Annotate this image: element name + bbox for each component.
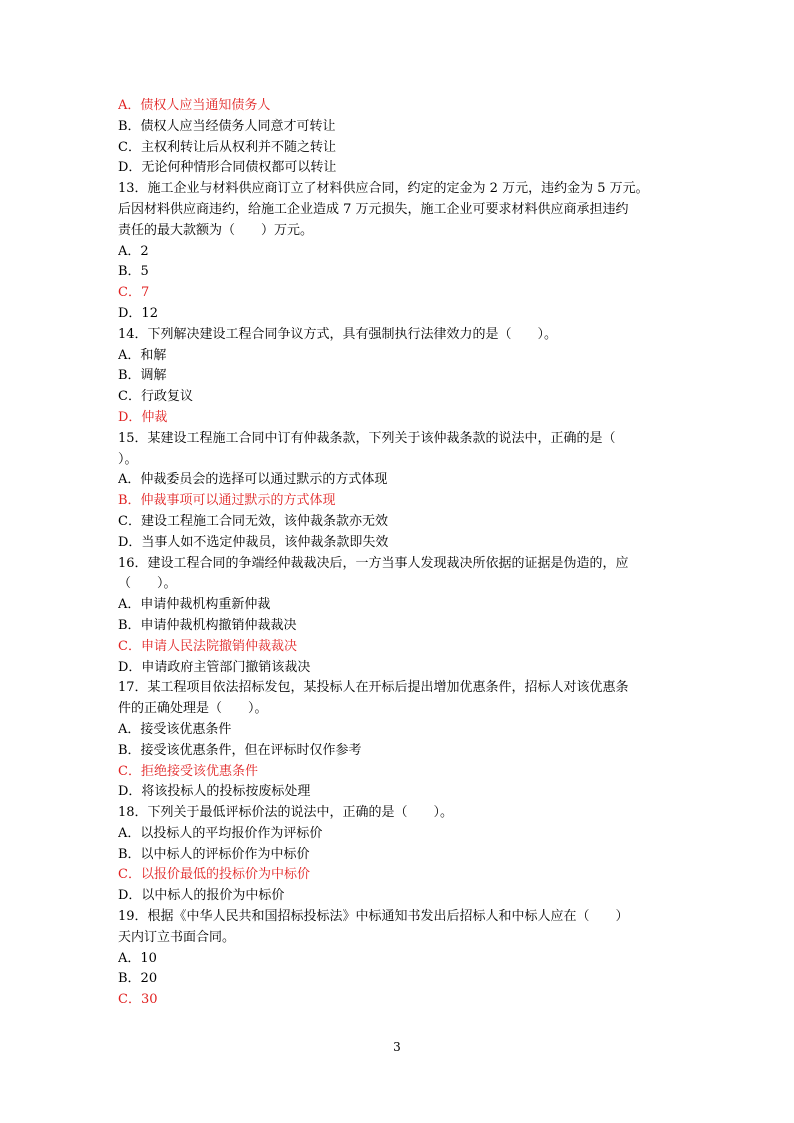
option: D．以中标人的报价为中标价 bbox=[118, 888, 285, 904]
option-answer: C．30 bbox=[118, 992, 158, 1008]
question-15-cont: ）。 bbox=[118, 451, 138, 467]
option: C．行政复议 bbox=[118, 389, 193, 405]
question-15: 15．某建设工程施工合同中订有仲裁条款，下列关于该仲裁条款的说法中，正确的是（ bbox=[118, 430, 616, 446]
option: B．接受该优惠条件，但在评标时仅作参考 bbox=[118, 742, 362, 758]
option: B．申请仲裁机构撤销仲裁裁决 bbox=[118, 617, 297, 633]
option: A．以投标人的平均报价作为评标价 bbox=[118, 825, 323, 841]
option-answer: C．7 bbox=[118, 285, 150, 301]
option: A．申请仲裁机构重新仲裁 bbox=[118, 597, 271, 613]
option-answer: C．以报价最低的投标价为中标价 bbox=[118, 867, 310, 883]
option: A．接受该优惠条件 bbox=[118, 721, 232, 737]
question-13-cont: 后因材料供应商违约，给施工企业造成 7 万元损失，施工企业可要求材料供应商承担违约 bbox=[118, 201, 629, 217]
option-answer: C．申请人民法院撤销仲裁裁决 bbox=[118, 638, 297, 654]
question-19: 19．根据《中华人民共和国招标投标法》中标通知书发出后招标人和中标人应在（ ） bbox=[118, 909, 629, 925]
question-14: 14．下列解决建设工程合同争议方式，具有强制执行法律效力的是（ ）。 bbox=[118, 326, 558, 342]
question-19-cont: 天内订立书面合同。 bbox=[118, 929, 236, 945]
option: C．主权利转让后从权利并不随之转让 bbox=[118, 139, 336, 155]
question-17: 17．某工程项目依法招标发包，某投标人在开标后提出增加优惠条件，招标人对该优惠条 bbox=[118, 680, 629, 696]
option: B．债权人应当经债务人同意才可转让 bbox=[118, 118, 336, 134]
option: D．将该投标人的投标按废标处理 bbox=[118, 784, 311, 800]
option-answer: A．债权人应当通知债务人 bbox=[118, 98, 271, 113]
option: D．无论何种情形合同债权都可以转让 bbox=[118, 160, 337, 176]
option: B．调解 bbox=[118, 368, 167, 384]
question-17-cont: 件的正确处理是（ ）。 bbox=[118, 701, 268, 717]
option: B．20 bbox=[118, 971, 158, 987]
option: D．12 bbox=[118, 305, 158, 321]
option: A．2 bbox=[118, 243, 149, 259]
option: A．和解 bbox=[118, 347, 167, 363]
question-13: 13．施工企业与材料供应商订立了材料供应合同，约定的定金为 2 万元，违约金为 5 万元。 bbox=[118, 181, 649, 197]
option: A．10 bbox=[118, 950, 157, 966]
option-answer: D．仲裁 bbox=[118, 409, 168, 425]
question-18: 18．下列关于最低评标价法的说法中，正确的是（ ）。 bbox=[118, 805, 454, 821]
option-answer: C．拒绝接受该优惠条件 bbox=[118, 763, 258, 779]
page-number: 3 bbox=[393, 1040, 401, 1054]
document-body bbox=[118, 96, 678, 1011]
option: D．当事人如不选定仲裁员，该仲裁条款即失效 bbox=[118, 534, 389, 550]
option: D．申请政府主管部门撤销该裁决 bbox=[118, 659, 311, 675]
question-16: 16．建设工程合同的争端经仲裁裁决后，一方当事人发现裁决所依据的证据是伪造的，应 bbox=[118, 555, 629, 571]
option-answer: B．仲裁事项可以通过默示的方式体现 bbox=[118, 493, 336, 509]
question-16-cont: （ ）。 bbox=[118, 576, 177, 592]
option: B．以中标人的评标价作为中标价 bbox=[118, 846, 310, 862]
option: C．建设工程施工合同无效，该仲裁条款亦无效 bbox=[118, 513, 388, 529]
option: A．仲裁委员会的选择可以通过默示的方式体现 bbox=[118, 472, 388, 488]
question-13-cont: 责任的最大款额为（ ）万元。 bbox=[118, 222, 314, 238]
option: B．5 bbox=[118, 264, 149, 280]
